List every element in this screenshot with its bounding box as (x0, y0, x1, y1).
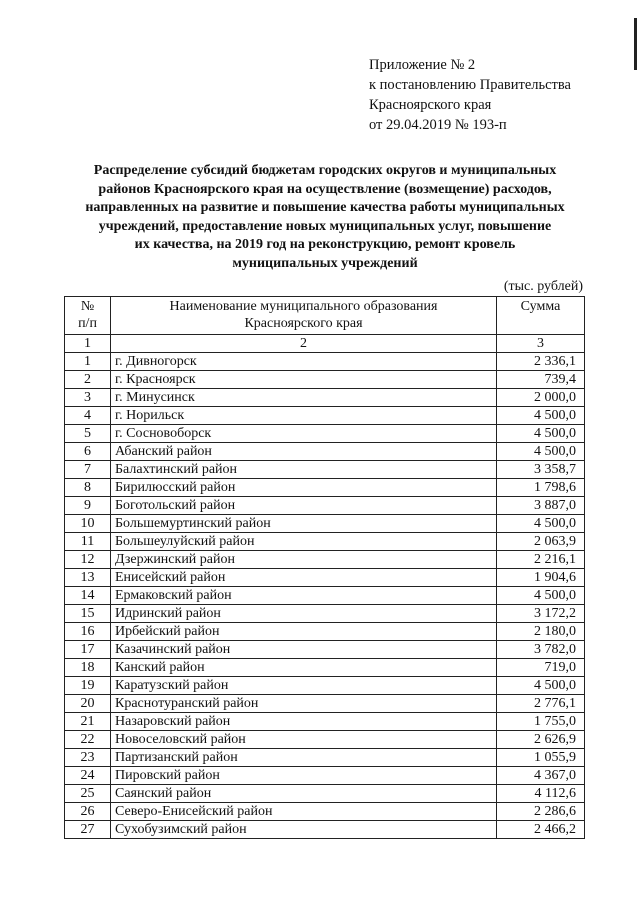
row-municipality: Боготольский район (111, 497, 497, 515)
row-sum: 4 367,0 (497, 767, 585, 785)
table-row (65, 371, 585, 389)
row-number: 21 (65, 713, 111, 731)
row-municipality: Дзержинский район (111, 551, 497, 569)
row-municipality: Большеулуйский район (111, 533, 497, 551)
row-number: 14 (65, 587, 111, 605)
table-row (65, 623, 585, 641)
row-sum: 3 887,0 (497, 497, 585, 515)
row-number: 6 (65, 443, 111, 461)
row-number: 15 (65, 605, 111, 623)
column-index: 3 (497, 335, 585, 353)
title-line: их качества, на 2019 год на реконструкцию, ремонт кровель (134, 237, 516, 253)
row-number: 5 (65, 425, 111, 443)
header-name (111, 297, 497, 335)
row-municipality: Ермаковский район (111, 587, 497, 605)
row-municipality: Бирилюсский район (111, 479, 497, 497)
appendix-block (369, 55, 571, 135)
row-sum: 2 180,0 (497, 623, 585, 641)
row-number: 23 (65, 749, 111, 767)
header-sum: Сумма (497, 297, 585, 335)
table-row (65, 821, 585, 839)
column-index: 2 (111, 335, 497, 353)
appendix-line: от 29.04.2019 № 193-п (369, 117, 507, 133)
row-sum: 4 500,0 (497, 425, 585, 443)
header-name-line1: Наименование муниципального образования (169, 299, 438, 314)
row-number: 4 (65, 407, 111, 425)
table-row (65, 443, 585, 461)
title-line: муниципальных учреждений (232, 255, 418, 271)
header-number (65, 297, 111, 335)
row-municipality: Идринский район (111, 605, 497, 623)
table-row (65, 497, 585, 515)
table-row (65, 767, 585, 785)
table-row (65, 479, 585, 497)
row-sum: 739,4 (497, 371, 585, 389)
table-header-row (65, 297, 585, 335)
row-number: 19 (65, 677, 111, 695)
table-row (65, 587, 585, 605)
table-row (65, 389, 585, 407)
title-line: Распределение субсидий бюджетам городских округов и муниципальных (93, 163, 557, 178)
header-number-line1: № (80, 299, 95, 314)
row-number: 25 (65, 785, 111, 803)
table-row (65, 425, 585, 443)
row-sum: 1 055,9 (497, 749, 585, 767)
row-municipality: Енисейский район (111, 569, 497, 587)
row-municipality: г. Минусинск (111, 389, 497, 407)
table-row (65, 515, 585, 533)
appendix-line: Приложение № 2 (369, 57, 476, 73)
row-municipality: г. Норильск (111, 407, 497, 425)
title-line: направленных на развитие и повышение качества работы муниципальных (85, 200, 565, 216)
row-sum: 4 500,0 (497, 443, 585, 461)
row-municipality: Канский район (111, 659, 497, 677)
row-number: 1 (65, 353, 111, 371)
units-label: (тыс. рублей) (503, 279, 583, 294)
row-number: 24 (65, 767, 111, 785)
table-row (65, 407, 585, 425)
title-line: учреждений, предоставление новых муниципальных услуг, повышение (98, 218, 552, 234)
row-sum: 2 000,0 (497, 389, 585, 407)
row-number: 16 (65, 623, 111, 641)
row-sum: 1 755,0 (497, 713, 585, 731)
row-sum: 2 336,1 (497, 353, 585, 371)
table-row (65, 803, 585, 821)
row-number: 13 (65, 569, 111, 587)
row-municipality: Саянский район (111, 785, 497, 803)
row-number: 27 (65, 821, 111, 839)
row-number: 7 (65, 461, 111, 479)
row-number: 22 (65, 731, 111, 749)
table-row (65, 551, 585, 569)
row-sum: 1 904,6 (497, 569, 585, 587)
row-municipality: г. Дивногорск (111, 353, 497, 371)
row-sum: 4 500,0 (497, 677, 585, 695)
row-number: 10 (65, 515, 111, 533)
row-municipality: Казачинский район (111, 641, 497, 659)
scan-edge-mark (634, 18, 637, 70)
row-number: 20 (65, 695, 111, 713)
table-row (65, 695, 585, 713)
table-row (65, 713, 585, 731)
row-municipality: Ирбейский район (111, 623, 497, 641)
table-row (65, 353, 585, 371)
appendix-line: к постановлению Правительства (369, 77, 571, 93)
table-row (65, 749, 585, 767)
column-index: 1 (65, 335, 111, 353)
row-municipality: Назаровский район (111, 713, 497, 731)
column-index-row (65, 335, 585, 353)
row-municipality: Сухобузимский район (111, 821, 497, 839)
row-sum: 3 358,7 (497, 461, 585, 479)
header-name-line2: Красноярского края (244, 316, 363, 331)
row-sum: 2 466,2 (497, 821, 585, 839)
table-row (65, 659, 585, 677)
row-sum: 2 286,6 (497, 803, 585, 821)
row-municipality: Каратузский район (111, 677, 497, 695)
subsidy-table (64, 296, 585, 839)
row-municipality: Большемуртинский район (111, 515, 497, 533)
row-number: 9 (65, 497, 111, 515)
row-number: 26 (65, 803, 111, 821)
row-number: 17 (65, 641, 111, 659)
row-sum: 1 798,6 (497, 479, 585, 497)
appendix-line: Красноярского края (369, 97, 492, 113)
row-number: 8 (65, 479, 111, 497)
row-sum: 4 500,0 (497, 587, 585, 605)
table-row (65, 605, 585, 623)
row-municipality: Северо-Енисейский район (111, 803, 497, 821)
row-sum: 3 782,0 (497, 641, 585, 659)
row-sum: 3 172,2 (497, 605, 585, 623)
table-row (65, 785, 585, 803)
table-row (65, 641, 585, 659)
row-sum: 2 626,9 (497, 731, 585, 749)
row-number: 2 (65, 371, 111, 389)
table-row (65, 731, 585, 749)
row-sum: 4 500,0 (497, 515, 585, 533)
row-municipality: Партизанский район (111, 749, 497, 767)
row-municipality: Балахтинский район (111, 461, 497, 479)
row-sum: 2 063,9 (497, 533, 585, 551)
row-sum: 719,0 (497, 659, 585, 677)
row-number: 18 (65, 659, 111, 677)
row-number: 11 (65, 533, 111, 551)
row-municipality: Новоселовский район (111, 731, 497, 749)
row-municipality: Краснотуранский район (111, 695, 497, 713)
row-sum: 4 112,6 (497, 785, 585, 803)
row-sum: 2 776,1 (497, 695, 585, 713)
row-sum: 4 500,0 (497, 407, 585, 425)
table-row (65, 677, 585, 695)
table-row (65, 461, 585, 479)
row-municipality: Пировский район (111, 767, 497, 785)
header-number-line2: п/п (78, 316, 97, 331)
table-row (65, 569, 585, 587)
row-municipality: г. Сосновоборск (111, 425, 497, 443)
title-line: районов Красноярского края на осуществление (возмещение) расходов, (98, 181, 552, 197)
table-row (65, 533, 585, 551)
row-number: 12 (65, 551, 111, 569)
row-number: 3 (65, 389, 111, 407)
row-municipality: г. Красноярск (111, 371, 497, 389)
row-municipality: Абанский район (111, 443, 497, 461)
row-sum: 2 216,1 (497, 551, 585, 569)
document-title (60, 162, 590, 274)
